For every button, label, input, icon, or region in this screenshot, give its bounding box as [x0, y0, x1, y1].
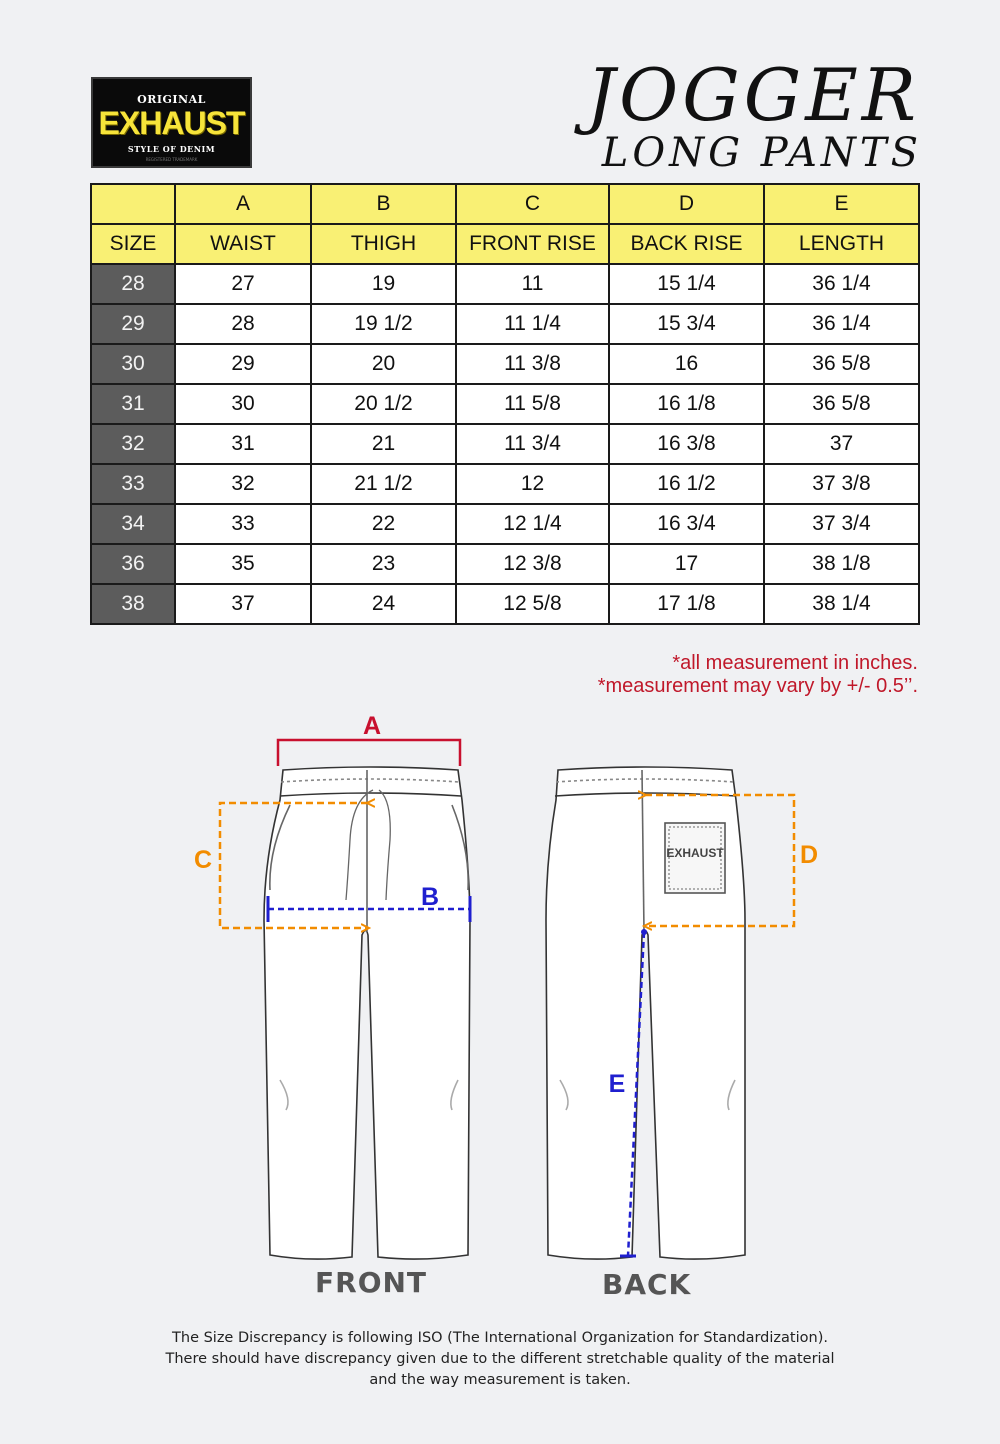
measurement-cell: 35 [175, 544, 311, 584]
label-c: C [193, 846, 213, 874]
title-line-2: LONG PANTS [601, 130, 922, 176]
footer-line-2: There should have discrepancy given due to the different stretchable quality of the material [165, 1351, 835, 1367]
logo-original-text: ORIGINAL [137, 93, 206, 106]
measurement-cell: 20 1/2 [311, 384, 456, 424]
footer-line-3: and the way measurement is taken. [369, 1372, 631, 1388]
measurement-cell: 12 3/8 [456, 544, 609, 584]
table-row [91, 344, 919, 384]
table-row [91, 584, 919, 624]
size-chart-table [90, 183, 920, 625]
pants-measurement-diagram [0, 700, 1000, 1300]
measurement-cell: 11 3/8 [456, 344, 609, 384]
measurement-cell: 11 5/8 [456, 384, 609, 424]
label-d: D [799, 841, 819, 869]
size-cell: 28 [91, 264, 175, 304]
measurement-cell: 19 [311, 264, 456, 304]
measurement-cell: 27 [175, 264, 311, 304]
measurement-cell: 11 [456, 264, 609, 304]
column-letter-c: C [456, 184, 609, 224]
measurement-cell: 19 1/2 [311, 304, 456, 344]
logo-tagline-text: STYLE OF DENIM [127, 144, 216, 154]
table-row [91, 504, 919, 544]
size-cell: 33 [91, 464, 175, 504]
measurement-cell: 17 1/8 [609, 584, 764, 624]
back-pants-drawing [546, 767, 745, 1259]
measurement-cell: 16 1/2 [609, 464, 764, 504]
measurement-cell: 16 [609, 344, 764, 384]
measurement-cell: 38 1/4 [764, 584, 919, 624]
measurement-cell: 36 5/8 [764, 344, 919, 384]
measurement-cell: 24 [311, 584, 456, 624]
column-letter-b: B [311, 184, 456, 224]
pocket-brand-text: EXHAUST [666, 846, 724, 860]
brand-logo [91, 77, 252, 168]
page-title [586, 53, 922, 176]
measurement-cell: 16 1/8 [609, 384, 764, 424]
front-view-label: FRONT [315, 1266, 428, 1299]
measurement-cell: 16 3/8 [609, 424, 764, 464]
size-cell: 30 [91, 344, 175, 384]
column-letter-d: D [609, 184, 764, 224]
measurement-cell: 12 5/8 [456, 584, 609, 624]
column-header-waist: WAIST [175, 224, 311, 264]
unit-note: *all measurement in inches. [672, 652, 918, 674]
measurement-cell: 33 [175, 504, 311, 544]
measurement-cell: 36 1/4 [764, 304, 919, 344]
logo-brand-text: EXHAUST [98, 105, 245, 141]
measurement-cell: 23 [311, 544, 456, 584]
column-letter-e: E [764, 184, 919, 224]
size-cell: 32 [91, 424, 175, 464]
measurement-cell: 16 3/4 [609, 504, 764, 544]
measurement-cell: 37 3/4 [764, 504, 919, 544]
measurement-cell: 32 [175, 464, 311, 504]
table-letter-row [91, 184, 919, 224]
column-header-thigh: THIGH [311, 224, 456, 264]
table-header-row [91, 224, 919, 264]
column-header-size: SIZE [91, 224, 175, 264]
measurement-cell: 17 [609, 544, 764, 584]
column-letter-blank [91, 184, 175, 224]
title-line-1: JOGGER [586, 53, 920, 137]
logo-trademark-text: REGISTERED TRADEMARK [145, 157, 198, 162]
label-b: B [420, 883, 440, 911]
size-cell: 38 [91, 584, 175, 624]
column-letter-a: A [175, 184, 311, 224]
column-header-length: LENGTH [764, 224, 919, 264]
measurement-cell: 21 [311, 424, 456, 464]
size-cell: 29 [91, 304, 175, 344]
measurement-cell: 36 5/8 [764, 384, 919, 424]
measurement-cell: 37 3/8 [764, 464, 919, 504]
measurement-cell: 11 1/4 [456, 304, 609, 344]
measurement-cell: 36 1/4 [764, 264, 919, 304]
table-row [91, 464, 919, 504]
measurement-cell: 20 [311, 344, 456, 384]
measurement-cell: 15 1/4 [609, 264, 764, 304]
table-row [91, 304, 919, 344]
column-header-front-rise: FRONT RISE [456, 224, 609, 264]
size-cell: 36 [91, 544, 175, 584]
measurement-cell: 31 [175, 424, 311, 464]
measurement-cell: 29 [175, 344, 311, 384]
label-a: A [362, 712, 382, 740]
back-view-label: BACK [602, 1268, 692, 1301]
column-header-back-rise: BACK RISE [609, 224, 764, 264]
front-pants-drawing [264, 767, 470, 1259]
measurement-cell: 28 [175, 304, 311, 344]
table-row [91, 264, 919, 304]
measure-a [278, 712, 460, 766]
measurement-cell: 37 [175, 584, 311, 624]
size-cell: 34 [91, 504, 175, 544]
measurement-cell: 15 3/4 [609, 304, 764, 344]
measurement-cell: 38 1/8 [764, 544, 919, 584]
label-e: E [608, 1070, 626, 1098]
measurement-cell: 22 [311, 504, 456, 544]
table-row [91, 544, 919, 584]
size-cell: 31 [91, 384, 175, 424]
footer-line-1: The Size Discrepancy is following ISO (The International Organization for Standardization). [172, 1330, 828, 1346]
table-row [91, 424, 919, 464]
measurement-cell: 12 1/4 [456, 504, 609, 544]
measurement-cell: 11 3/4 [456, 424, 609, 464]
table-body [91, 264, 919, 624]
measurement-cell: 21 1/2 [311, 464, 456, 504]
measurement-cell: 37 [764, 424, 919, 464]
footer-disclaimer [0, 1328, 1000, 1391]
measurement-cell: 12 [456, 464, 609, 504]
variance-note: *measurement may vary by +/- 0.5’’. [597, 675, 918, 697]
table-row [91, 384, 919, 424]
measurement-cell: 30 [175, 384, 311, 424]
